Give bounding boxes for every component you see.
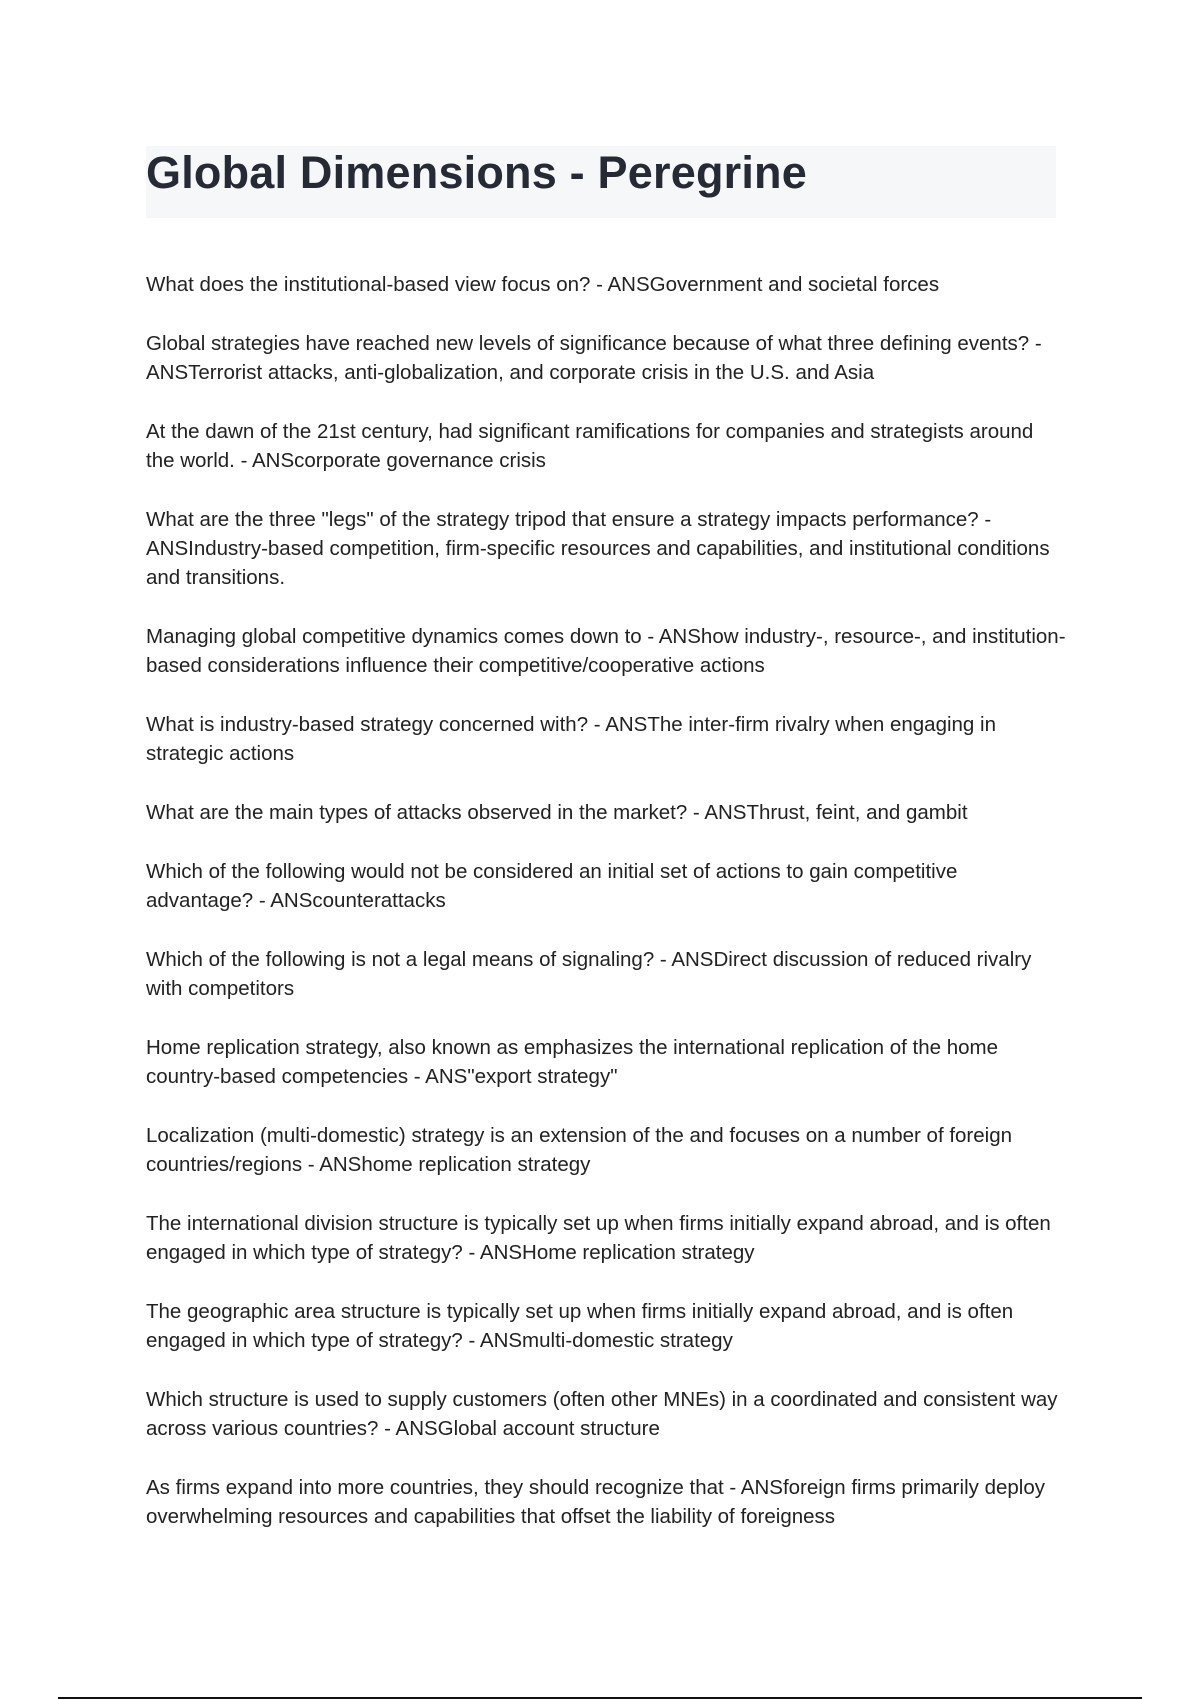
qa-item: The international division structure is typically set up when firms initially expand abroad, and is often engaged in which type of strategy? - ANSHome replication strategy xyxy=(146,1212,1051,1264)
qa-item: Which of the following is not a legal means of signaling? - ANSDirect discussion of reduced rivalry with competitors xyxy=(146,948,1032,1000)
qa-item: What are the main types of attacks observed in the market? - ANSThrust, feint, and gambit xyxy=(146,801,968,824)
qa-item: What are the three "legs" of the strategy tripod that ensure a strategy impacts performance? - ANSIndustry-based competition, firm-specific resources and capabilities, and institutional conditions and transitions. xyxy=(146,508,1050,589)
qa-item: Home replication strategy, also known as emphasizes the international replication of the home country-based competencies - ANS"export strategy" xyxy=(146,1036,998,1088)
qa-item: Which of the following would not be considered an initial set of actions to gain competitive advantage? - ANScounterattacks xyxy=(146,860,958,912)
qa-item: What is industry-based strategy concerned with? - ANSThe inter-firm rivalry when engaging in strategic actions xyxy=(146,713,996,765)
qa-item: Localization (multi-domestic) strategy is an extension of the and focuses on a number of foreign countries/regions - ANShome replication strategy xyxy=(146,1124,1013,1176)
qa-list xyxy=(146,270,1066,1561)
qa-item: Managing global competitive dynamics comes down to - ANShow industry-, resource-, and institution-based considerations influence their competitive/cooperative actions xyxy=(146,625,1066,677)
qa-item: As firms expand into more countries, they should recognize that - ANSforeign firms primarily deploy overwhelming resources and capabilities that offset the liability of foreigness xyxy=(146,1476,1045,1528)
qa-item: What does the institutional-based view focus on? - ANSGovernment and societal forces xyxy=(146,273,940,296)
qa-item: Which structure is used to supply customers (often other MNEs) in a coordinated and consistent way across various countries? - ANSGlobal account structure xyxy=(146,1388,1058,1440)
qa-item: The geographic area structure is typically set up when firms initially expand abroad, and is often engaged in which type of strategy? - ANSmulti-domestic strategy xyxy=(146,1300,1014,1352)
qa-item: Global strategies have reached new levels of significance because of what three defining events? - ANSTerrorist attacks, anti-globalization, and corporate crisis in the U.S. and Asia xyxy=(146,332,1042,384)
qa-item: At the dawn of the 21st century, had significant ramifications for companies and strategists around the world. - ANScorporate governance crisis xyxy=(146,420,1034,472)
page-title: Global Dimensions - Peregrine xyxy=(146,147,807,198)
footer-divider xyxy=(58,1697,1142,1699)
